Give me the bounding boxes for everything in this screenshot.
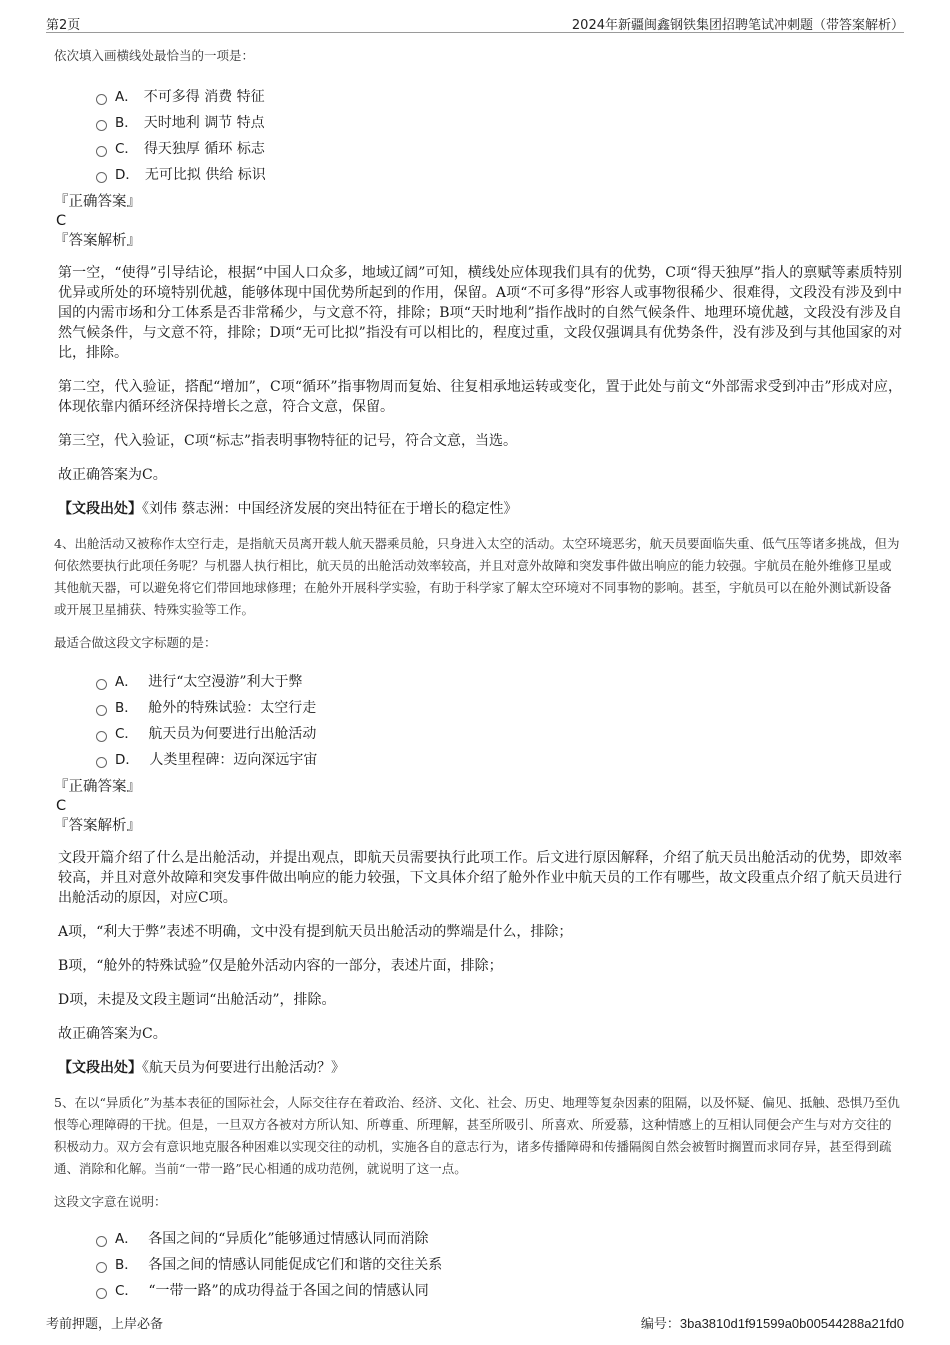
analysis-paragraph: 第一空，“使得”引导结论，根据“中国人口众多，地域辽阔”可知，横线处应体现我们具有的优势，C项“得天独厚”指人的禀赋等素质特别优异或所处的环境特别优越，能够体现中国优势所起到的作用，保留。A项“不可多得”形容人或事物很稀少、很难得，文段没有涉及到中国的内需市场和分工体系是否非常稀少，与文意不符，排除；B项“天时地利”指作战时的自然气候条件、地理环境优越，文段没有涉及自然气候条件，与文意不符，排除；D项“无可比拟”指没有可以相比的，程度过重，文段仅强调具有优势条件，没有涉及到与其他国家的对比，排除。 xyxy=(58,265,902,361)
analysis-paragraph: A项，“利大于弊”表述不明确，文中没有提到航天员出舱活动的弊端是什么，排除； xyxy=(58,924,573,940)
analysis-heading: 『答案解析』 xyxy=(54,233,141,249)
radio-icon[interactable] xyxy=(96,1236,107,1247)
answer-heading: 『正确答案』 xyxy=(54,194,141,210)
document-title: 2024年新疆闽鑫钢铁集团招聘笔试冲刺题（带答案解析） xyxy=(571,18,904,33)
radio-icon[interactable] xyxy=(96,94,107,105)
question-4 xyxy=(54,533,902,1078)
option-list xyxy=(96,1226,902,1304)
answer-value: C xyxy=(56,213,67,229)
radio-icon[interactable] xyxy=(96,705,107,716)
page-header xyxy=(46,14,904,33)
option-b[interactable]: B． 舱外的特殊试验：太空行走 xyxy=(96,695,902,721)
answer-value: C xyxy=(56,798,67,814)
option-a[interactable]: A． 各国之间的“异质化”能够通过情感认同而消除 xyxy=(96,1226,902,1252)
question-5 xyxy=(54,1092,902,1304)
analysis-heading: 『答案解析』 xyxy=(54,818,141,834)
question-prompt: 这段文字意在说明： xyxy=(54,1194,167,1209)
document-code: 编号：3ba3810d1f91599a0b00544288a21fd0 xyxy=(640,1316,904,1332)
radio-icon[interactable] xyxy=(96,146,107,157)
option-a[interactable]: A． 进行“太空漫游”利大于弊 xyxy=(96,669,902,695)
source-citation: 【文段出处】《刘伟 蔡志洲：中国经济发展的突出特征在于增长的稳定性》 xyxy=(58,501,518,517)
option-d[interactable]: D． 无可比拟 供给 标识 xyxy=(96,162,902,188)
analysis-paragraph: 第三空，代入验证，C项“标志”指表明事物特征的记号，符合文意，当选。 xyxy=(58,433,518,449)
footer-slogan: 考前押题，上岸必备 xyxy=(46,1317,164,1332)
option-b[interactable]: B． 天时地利 调节 特点 xyxy=(96,110,902,136)
radio-icon[interactable] xyxy=(96,757,107,768)
radio-icon[interactable] xyxy=(96,172,107,183)
option-c[interactable]: C． “一带一路”的成功得益于各国之间的情感认同 xyxy=(96,1278,902,1304)
analysis-paragraph: 故正确答案为C。 xyxy=(58,467,167,483)
radio-icon[interactable] xyxy=(96,1288,107,1299)
option-list xyxy=(96,84,902,188)
source-citation: 【文段出处】《航天员为何要进行出舱活动？》 xyxy=(58,1060,345,1076)
radio-icon[interactable] xyxy=(96,679,107,690)
analysis-paragraph: 第二空，代入验证，搭配“增加”，C项“循环”指事物周而复始、往复相承地运转或变化，置于此处与前文“外部需求受到冲击”形成对应，体现依靠内循环经济保持增长之意，符合文意，保留。 xyxy=(58,379,902,415)
question-3 xyxy=(54,46,902,519)
radio-icon[interactable] xyxy=(96,120,107,131)
answer-heading: 『正确答案』 xyxy=(54,779,141,795)
option-a[interactable]: A． 不可多得 消费 特征 xyxy=(96,84,902,110)
radio-icon[interactable] xyxy=(96,1262,107,1273)
radio-icon[interactable] xyxy=(96,731,107,742)
question-prompt: 依次填入画横线处最恰当的一项是： xyxy=(54,48,255,63)
analysis-paragraph: 故正确答案为C。 xyxy=(58,1026,167,1042)
question-prompt: 最适合做这段文字标题的是： xyxy=(54,635,217,650)
page-number: 第2页 xyxy=(46,18,81,33)
page-content xyxy=(54,46,902,1304)
option-list xyxy=(96,669,902,773)
option-c[interactable]: C． 航天员为何要进行出舱活动 xyxy=(96,721,902,747)
option-b[interactable]: B． 各国之间的情感认同能促成它们和谐的交往关系 xyxy=(96,1252,902,1278)
option-d[interactable]: D． 人类里程碑：迈向深远宇宙 xyxy=(96,747,902,773)
question-stem: 4、出舱活动又被称作太空行走，是指航天员离开载人航天器乘员舱，只身进入太空的活动。太空环境恶劣，航天员要面临失重、低气压等诸多挑战，但为何依然要执行此项任务呢？与机器人执行相比，航天员的出舱活动效率较高，并且对意外故障和突发事件做出响应的能力较强。宇航员在舱外维修卫星或其他航天器，可以避免将它们带回地球修理；在舱外开展科学实验，有助于科学家了解太空环境对不同事物的影响。甚至，宇航员可以在舱外测试新设备或开展卫星捕获、特殊实验等工作。 xyxy=(54,536,900,617)
option-c[interactable]: C． 得天独厚 循环 标志 xyxy=(96,136,902,162)
question-stem: 5、在以“异质化”为基本表征的国际社会，人际交往存在着政治、经济、文化、社会、历史、地理等复杂因素的阻隔，以及怀疑、偏见、抵触、恐惧乃至仇恨等心理障碍的干扰。但是，一旦双方各被对方所认知、所尊重、所理解，甚至所吸引、所喜欢、所爱慕，这种情感上的互相认同便会产生与对方交往的积极动力。双方会有意识地克服各种困难以实现交往的动机，实施各自的意志行为，诸多传播障碍和传播隔阂自然会被暂时搁置而求同存异，甚至得到疏通、消除和化解。当前“一带一路”民心相通的成功范例，就说明了这一点。 xyxy=(54,1095,900,1176)
analysis-paragraph: D项，未提及文段主题词“出舱活动”，排除。 xyxy=(58,992,336,1008)
analysis-paragraph: 文段开篇介绍了什么是出舱活动，并提出观点，即航天员需要执行此项工作。后文进行原因解释，介绍了航天员出舱活动的优势，即效率较高，并且对意外故障和突发事件做出响应的能力较强，下文具体介绍了舱外作业中航天员的工作有哪些，故文段重点介绍了航天员进行出舱活动的原因，对应C项。 xyxy=(58,850,902,906)
analysis-paragraph: B项，“舱外的特殊试验”仅是舱外活动内容的一部分，表述片面，排除； xyxy=(58,958,503,974)
